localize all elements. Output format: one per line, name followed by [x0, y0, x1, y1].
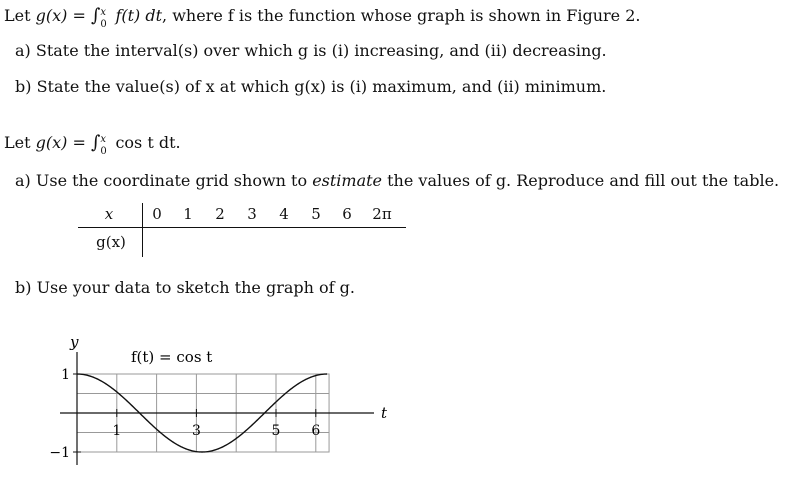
problem1-func: g(x) =	[35, 6, 91, 25]
problem2-part-a-post: the values of g. Reproduce and fill out the table.	[382, 171, 780, 190]
table-col-2pi: 2π	[372, 205, 392, 223]
table-col-6: 6	[342, 205, 352, 223]
problem2-integrand: cos t dt.	[115, 133, 181, 152]
problem1-integrand: f(t) dt	[115, 6, 163, 25]
t-axis-label: t	[381, 404, 388, 422]
table-col-4: 4	[279, 205, 289, 223]
integral-sign: ∫	[90, 132, 101, 153]
x-tick-label: 6	[311, 423, 321, 439]
problem1-rest: , where f is the function whose graph is shown in Figure 2.	[162, 6, 641, 25]
table-col-0: 0	[152, 205, 162, 223]
y-tick-label: 1	[61, 367, 70, 383]
integral-sign: ∫	[90, 5, 101, 26]
table-row-label-gx: g(x)	[96, 233, 126, 251]
chart-title: f(t) = cos t	[131, 348, 213, 366]
x-tick-label: 1	[112, 423, 122, 439]
table-col-5: 5	[311, 205, 321, 223]
problem1-let: Let	[4, 6, 31, 25]
problem1-part-b: b) State the value(s) of x at which g(x) is (i) maximum, and (ii) minimum.	[15, 77, 607, 96]
y-axis-label: y	[70, 333, 79, 351]
table-col-2: 2	[215, 205, 225, 223]
problem1-part-a: a) State the interval(s) over which g is (i) increasing, and (ii) decreasing.	[15, 41, 607, 60]
x-tick-label: 5	[271, 423, 281, 439]
y-tick-label: −1	[49, 445, 70, 461]
problem2-part-a-em: estimate	[312, 171, 383, 190]
table-row-label-x: x	[104, 205, 114, 223]
integral-limits: x 0	[100, 7, 107, 30]
problem2-let: Let	[4, 133, 31, 152]
table-col-1: 1	[183, 205, 193, 223]
ticks	[49, 367, 320, 461]
table-col-3: 3	[247, 205, 257, 223]
integral-limits: x 0	[100, 134, 107, 157]
problem2-part-b: b) Use your data to sketch the graph of g.	[15, 278, 355, 297]
axes	[60, 352, 374, 465]
x-tick-label: 3	[191, 423, 201, 439]
problem2-func: g(x) =	[35, 133, 91, 152]
problem2-part-a-pre: a) Use the coordinate grid shown to	[15, 171, 313, 190]
